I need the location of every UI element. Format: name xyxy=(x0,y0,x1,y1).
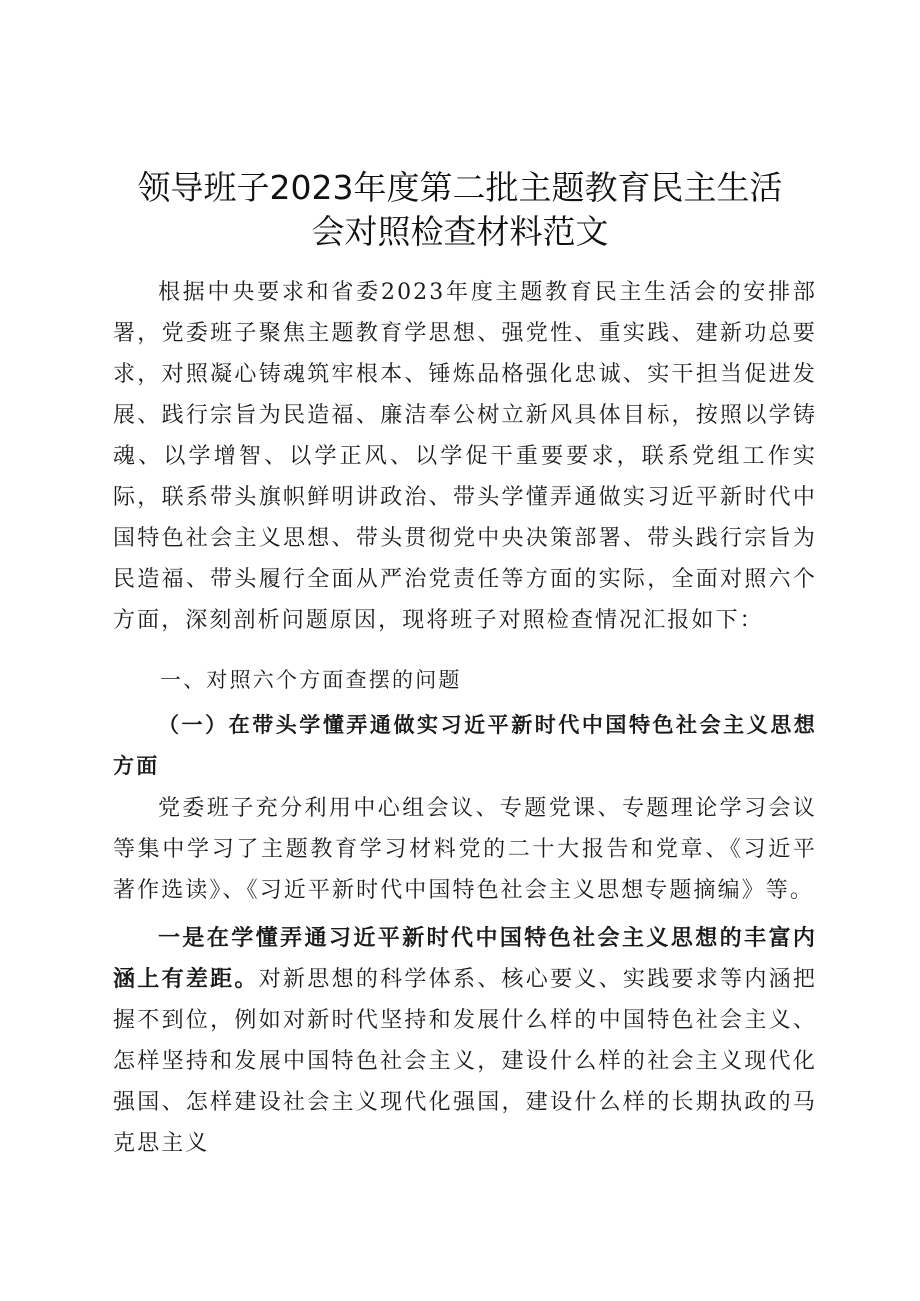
point-one-body: 对新思想的科学体系、核心要义、实践要求等内涵把握不到位，例如对新时代坚持和发展什么样的中国特色社会主义、怎样坚持和发展中国特色社会主义，建设什么样的社会主义现代化强国、怎样建设社会主义现代化强国，建设什么样的长期执政的马克思主义 xyxy=(113,967,817,1156)
intro-paragraph: 根据中央要求和省委2023年度主题教育民主生活会的安排部署，党委班子聚焦主题教育学思想、强党性、重实践、建新功总要求，对照凝心铸魂筑牢根本、锤炼品格强化忠诚、实干担当促进发展、践行宗旨为民造福、廉洁奉公树立新风具体目标，按照以学铸魂、以学增智、以学正风、以学促干重要要求，联系党组工作实际，联系带头旗帜鲜明讲政治、带头学懂弄通做实习近平新时代中国特色社会主义思想、带头贯彻党中央决策部署、带头践行宗旨为民造福、带头履行全面从严治党责任等方面的实际，全面对照六个方面，深刻剖析问题原因，现将班子对照检查情况汇报如下： xyxy=(113,280,817,633)
subsection-heading: （一）在带头学懂弄通做实习近平新时代中国特色社会主义思想方面 xyxy=(113,713,817,778)
study-paragraph: 党委班子充分利用中心组会议、专题党课、专题理论学习会议等集中学习了主题教育学习材料党的二十大报告和党章、《习近平著作选读》、《习近平新时代中国特色社会主义思想专题摘编》等。 xyxy=(113,796,817,903)
point-one-paragraph xyxy=(113,918,817,1164)
section-heading: 一、对照六个方面查摆的问题 xyxy=(160,668,462,692)
document-title-line-1: 领导班子2023年度第二批主题教育民主生活 xyxy=(137,168,783,207)
document-title-line-2: 会对照检查材料范文 xyxy=(311,212,609,251)
point-one-lead: 一是在学懂弄通习近平新时代中国特色社会主义思想的丰富内涵上有差距。 xyxy=(113,926,817,992)
